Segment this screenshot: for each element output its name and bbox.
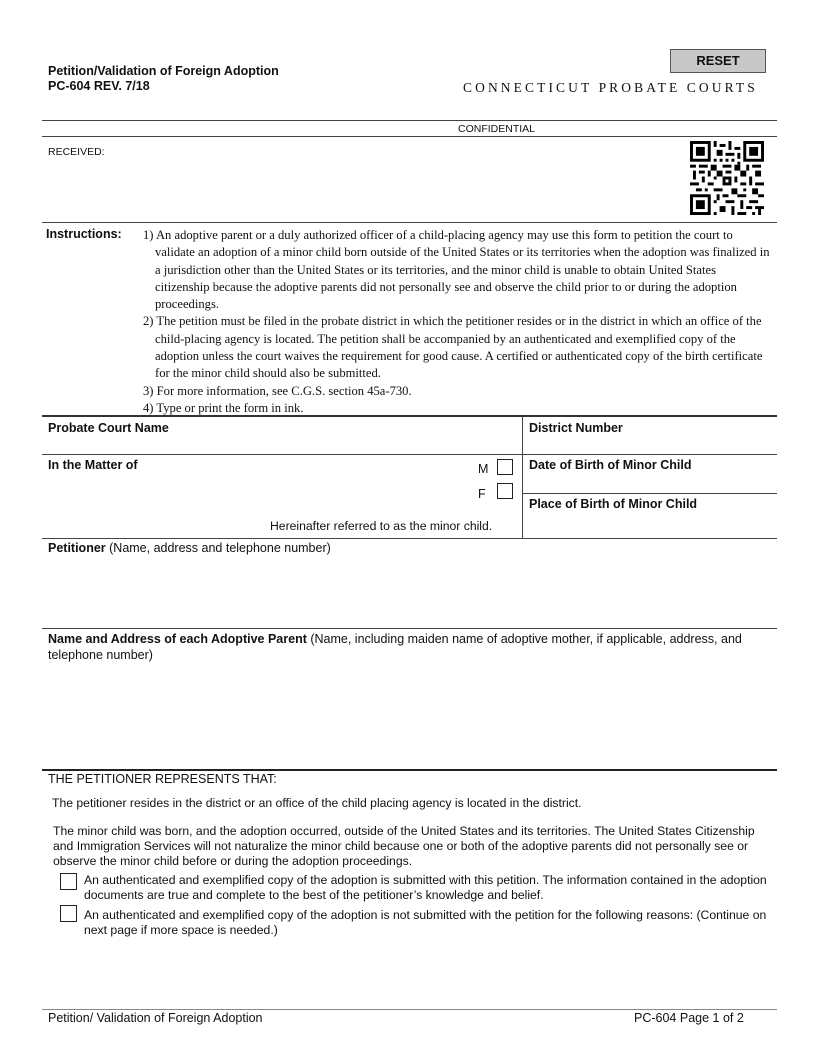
option-submitted-text: An authenticated and exemplified copy of the adoption is submitted with this petition. The information contained in the adoption documents are true and complete to the best of the petitioner’s knowledge and belief. (84, 873, 767, 902)
received-label: RECEIVED: (48, 146, 105, 158)
footer-divider (42, 1009, 777, 1010)
qr-code-icon (689, 141, 765, 215)
instructions-label: Instructions: (46, 227, 122, 241)
sex-f-checkbox[interactable] (497, 483, 513, 499)
instruction-item: 4) Type or print the form in ink. (143, 400, 304, 415)
sex-m-checkbox[interactable] (497, 459, 513, 475)
adoptive-parent-label (48, 631, 770, 663)
column-divider (522, 416, 523, 538)
represents-paragraph-2: The minor child was born, and the adoption occurred, outside of the United States and its territories. The United States Citizenship and Immigration Services will not naturalize the minor child because one or both of the adoptive parents did not personally see or observe the minor child before or during the adoption proceedings. (53, 824, 755, 868)
adoptive-parent-field[interactable] (44, 665, 774, 765)
divider (42, 415, 777, 417)
petitioner-note: (Name, address and telephone number) (105, 541, 331, 555)
court-name: CONNECTICUT PROBATE COURTS (463, 80, 758, 95)
adoptive-parent-label-bold: Name and Address of each Adoptive Parent (48, 632, 307, 646)
pob-minor-label: Place of Birth of Minor Child (529, 497, 698, 511)
sex-m-label: M (478, 462, 489, 476)
hereinafter-note: Hereinafter referred to as the minor child. (270, 519, 493, 533)
instruction-item: 2) The petition must be filed in the probate district in which the petitioner resides or in the district in which an office of the child-placing agency is located. The petition shall be accompanied by an authenticated and exemplified copy of the adoption unless the court waives the requirement for good cause. A certified or authenticated copy of the birth certificate for the minor child should also be submitted. (143, 314, 763, 381)
sex-f-label: F (478, 487, 486, 501)
minor-child-name-field[interactable] (44, 474, 464, 514)
divider (42, 538, 777, 539)
petitioner-label (48, 541, 331, 555)
petitioner-field[interactable] (44, 558, 774, 624)
footer-page-number: PC-604 Page 1 of 2 (634, 1011, 744, 1025)
divider (42, 222, 777, 223)
form-title: Petition/Validation of Foreign Adoption (48, 64, 279, 78)
instructions-list (143, 227, 773, 417)
dob-minor-field[interactable] (525, 474, 775, 492)
district-number-field[interactable] (525, 437, 775, 453)
instruction-item: 1) An adoptive parent or a duly authorized officer of a child-placing agency may use this form to petition the court to validate an adoption of a minor child born outside of the United States or its territories when the adoption was finalized in a jurisdiction other than the United States or its territories, and the minor child is unable to obtain United States citizenship because the adoptive parents did not personally see and observe the child prior to or during the adoption proceedings. (143, 228, 770, 312)
probate-court-name-label: Probate Court Name (48, 421, 169, 435)
option-submitted-checkbox[interactable] (60, 873, 77, 890)
divider (42, 628, 777, 629)
divider (42, 454, 777, 455)
footer-left: Petition/ Validation of Foreign Adoption (48, 1011, 263, 1025)
district-number-label: District Number (529, 421, 623, 435)
form-number: PC-604 REV. 7/18 (48, 79, 150, 93)
divider (42, 136, 777, 137)
option-not-submitted-checkbox[interactable] (60, 905, 77, 922)
option-not-submitted-text: An authenticated and exemplified copy of the adoption is not submitted with the petition for the following reasons: (Continue on next page if more space is needed.) (84, 908, 767, 937)
confidential-label: CONFIDENTIAL (458, 123, 536, 135)
petitioner-label-bold: Petitioner (48, 541, 106, 555)
represents-paragraph-1: The petitioner resides in the district or an office of the child placing agency is located in the district. (52, 796, 582, 810)
in-the-matter-of-label: In the Matter of (48, 458, 138, 472)
divider (523, 493, 777, 494)
reset-button[interactable]: RESET (670, 49, 766, 73)
divider (42, 120, 777, 121)
dob-minor-label: Date of Birth of Minor Child (529, 458, 692, 472)
divider (42, 769, 777, 771)
probate-court-name-field[interactable] (44, 437, 518, 453)
reasons-field[interactable] (84, 942, 770, 1000)
instruction-item: 3) For more information, see C.G.S. section 45a-730. (143, 383, 412, 398)
pob-minor-field[interactable] (525, 513, 775, 535)
represents-heading: THE PETITIONER REPRESENTS THAT: (48, 772, 277, 786)
adoptive-parent-note: (Name, including maiden name of adoptive mother, if applicable, address, and telephone number) (48, 632, 742, 662)
